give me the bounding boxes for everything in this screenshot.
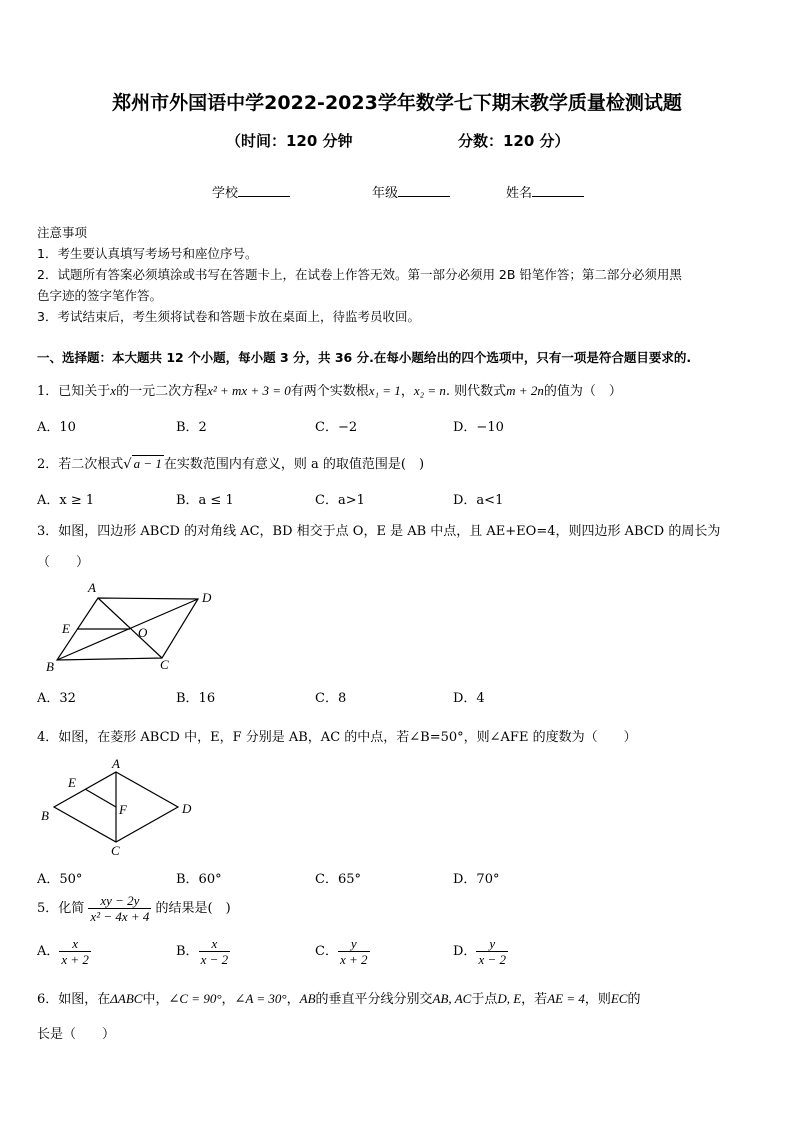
q5-fraction: $\frac{xy - 2y}{\text{x² − 4x + 4}}$ [90,893,150,924]
parallelogram-figure [40,578,220,674]
q2-option-c: C．a>1 [315,493,365,508]
q5-option-c: C． $\frac{y}{x + 2}$ [315,936,368,967]
q4-option-c: C．65° [315,872,361,887]
grade-blank [398,184,450,197]
q3-option-a: A．32 [37,691,76,706]
school-label: 学校 [212,186,239,201]
exam-time: （时间：120 分钟 [226,132,353,150]
label-a: A [112,756,120,771]
question-3-paren: （ ） [37,555,90,570]
question-4: 4．如图，在菱形 ABCD 中，E，F 分别是 AB，AC 的中点，若∠B=50°，则∠AFE 的度数为（ ） [37,730,637,745]
q3-option-b: B．16 [176,691,216,706]
school-blank [238,184,290,197]
name-blank [532,184,584,197]
label-c: C [160,657,169,672]
q4-option-b: B．60° [176,872,222,887]
note-item: 色字迹的签字笔作答。 [37,288,163,303]
label-e: E [68,775,76,790]
label-b: B [41,808,49,823]
name-label: 姓名 [506,186,533,201]
question-5: 5．化简 $\frac{xy - 2y}{\text{x² − 4x + 4}}$ 的结果是( ) [37,893,231,924]
q1-option-c: C．−2 [315,420,358,435]
question-6: 6．如图，在ΔABC中，∠C = 90°，∠A = 30°，AB的垂直平分线分别交AB, AC于点D, E，若AE = 4，则EC的 [37,991,641,1007]
q1-option-d: D．−10 [453,420,504,435]
page-title: 郑州市外国语中学2022-2023学年数学七下期末教学质量检测试题 [112,92,682,114]
q4-option-d: D．70° [453,872,500,887]
grade-field [372,182,450,201]
radical-sign: √ [123,457,132,472]
q5-option-b: B． $\frac{x}{x - 2}$ [176,936,229,967]
question-3: 3．如图，四边形 ABCD 的对角线 AC，BD 相交于点 O，E 是 AB 中点，且 AE+EO=4，则四边形 ABCD 的周长为 [37,524,721,539]
label-e: E [62,621,70,636]
label-o: O [138,625,148,640]
question-6-line2: 长是（ ） [37,1027,116,1042]
label-a: A [88,580,96,595]
label-f: F [119,802,127,817]
q2-option-b: B．a ≤ 1 [176,493,234,508]
notes-heading: 注意事项 [37,225,88,240]
note-item: 3．考试结束后，考生须将试卷和答题卡放在桌面上，待监考员收回。 [37,309,420,324]
q5-option-a: A． $\frac{x}{x + 2}$ [37,936,89,967]
section-heading: 一、选择题：本大题共 12 个小题，每小题 3 分，共 36 分.在每小题给出的四个选项中，只有一项是符合题目要求的. [37,350,692,365]
rhombus-figure [38,756,203,860]
label-c: C [111,843,120,858]
q3-option-d: D．4 [453,691,485,706]
question-2: 2．若二次根式√ a − 1 在实数范围内有意义，则 a 的取值范围是( ) [37,456,425,472]
question-1: 1．已知关于x的一元二次方程x² + mx + 3 = 0有两个实数根x₁ = 1，x₂ = n. 则代数式m + 2n的值为（ ） [37,383,622,399]
q4-option-a: A．50° [37,872,83,887]
label-d: D [202,590,212,605]
grade-label: 年级 [372,186,399,201]
q2-option-a: A．x ≥ 1 [37,493,95,508]
note-item: 2．试题所有答案必须填涂或书写在答题卡上，在试卷上作答无效。第一部分必须用 2B 铅笔作答；第二部分必须用黑 [37,267,682,282]
q1-option-a: A．10 [37,420,76,435]
school-field [212,182,290,201]
q2-option-d: D．a<1 [453,493,504,508]
label-d: D [182,801,192,816]
note-item: 1．考生要认真填写考场号和座位序号。 [37,246,258,261]
name-field [506,182,584,201]
exam-score: 分数：120 分） [458,132,570,150]
q1-option-b: B．2 [176,420,207,435]
q5-option-d: D． $\frac{y}{x - 2}$ [453,936,506,967]
q3-option-c: C．8 [315,691,347,706]
label-b: B [46,659,54,674]
